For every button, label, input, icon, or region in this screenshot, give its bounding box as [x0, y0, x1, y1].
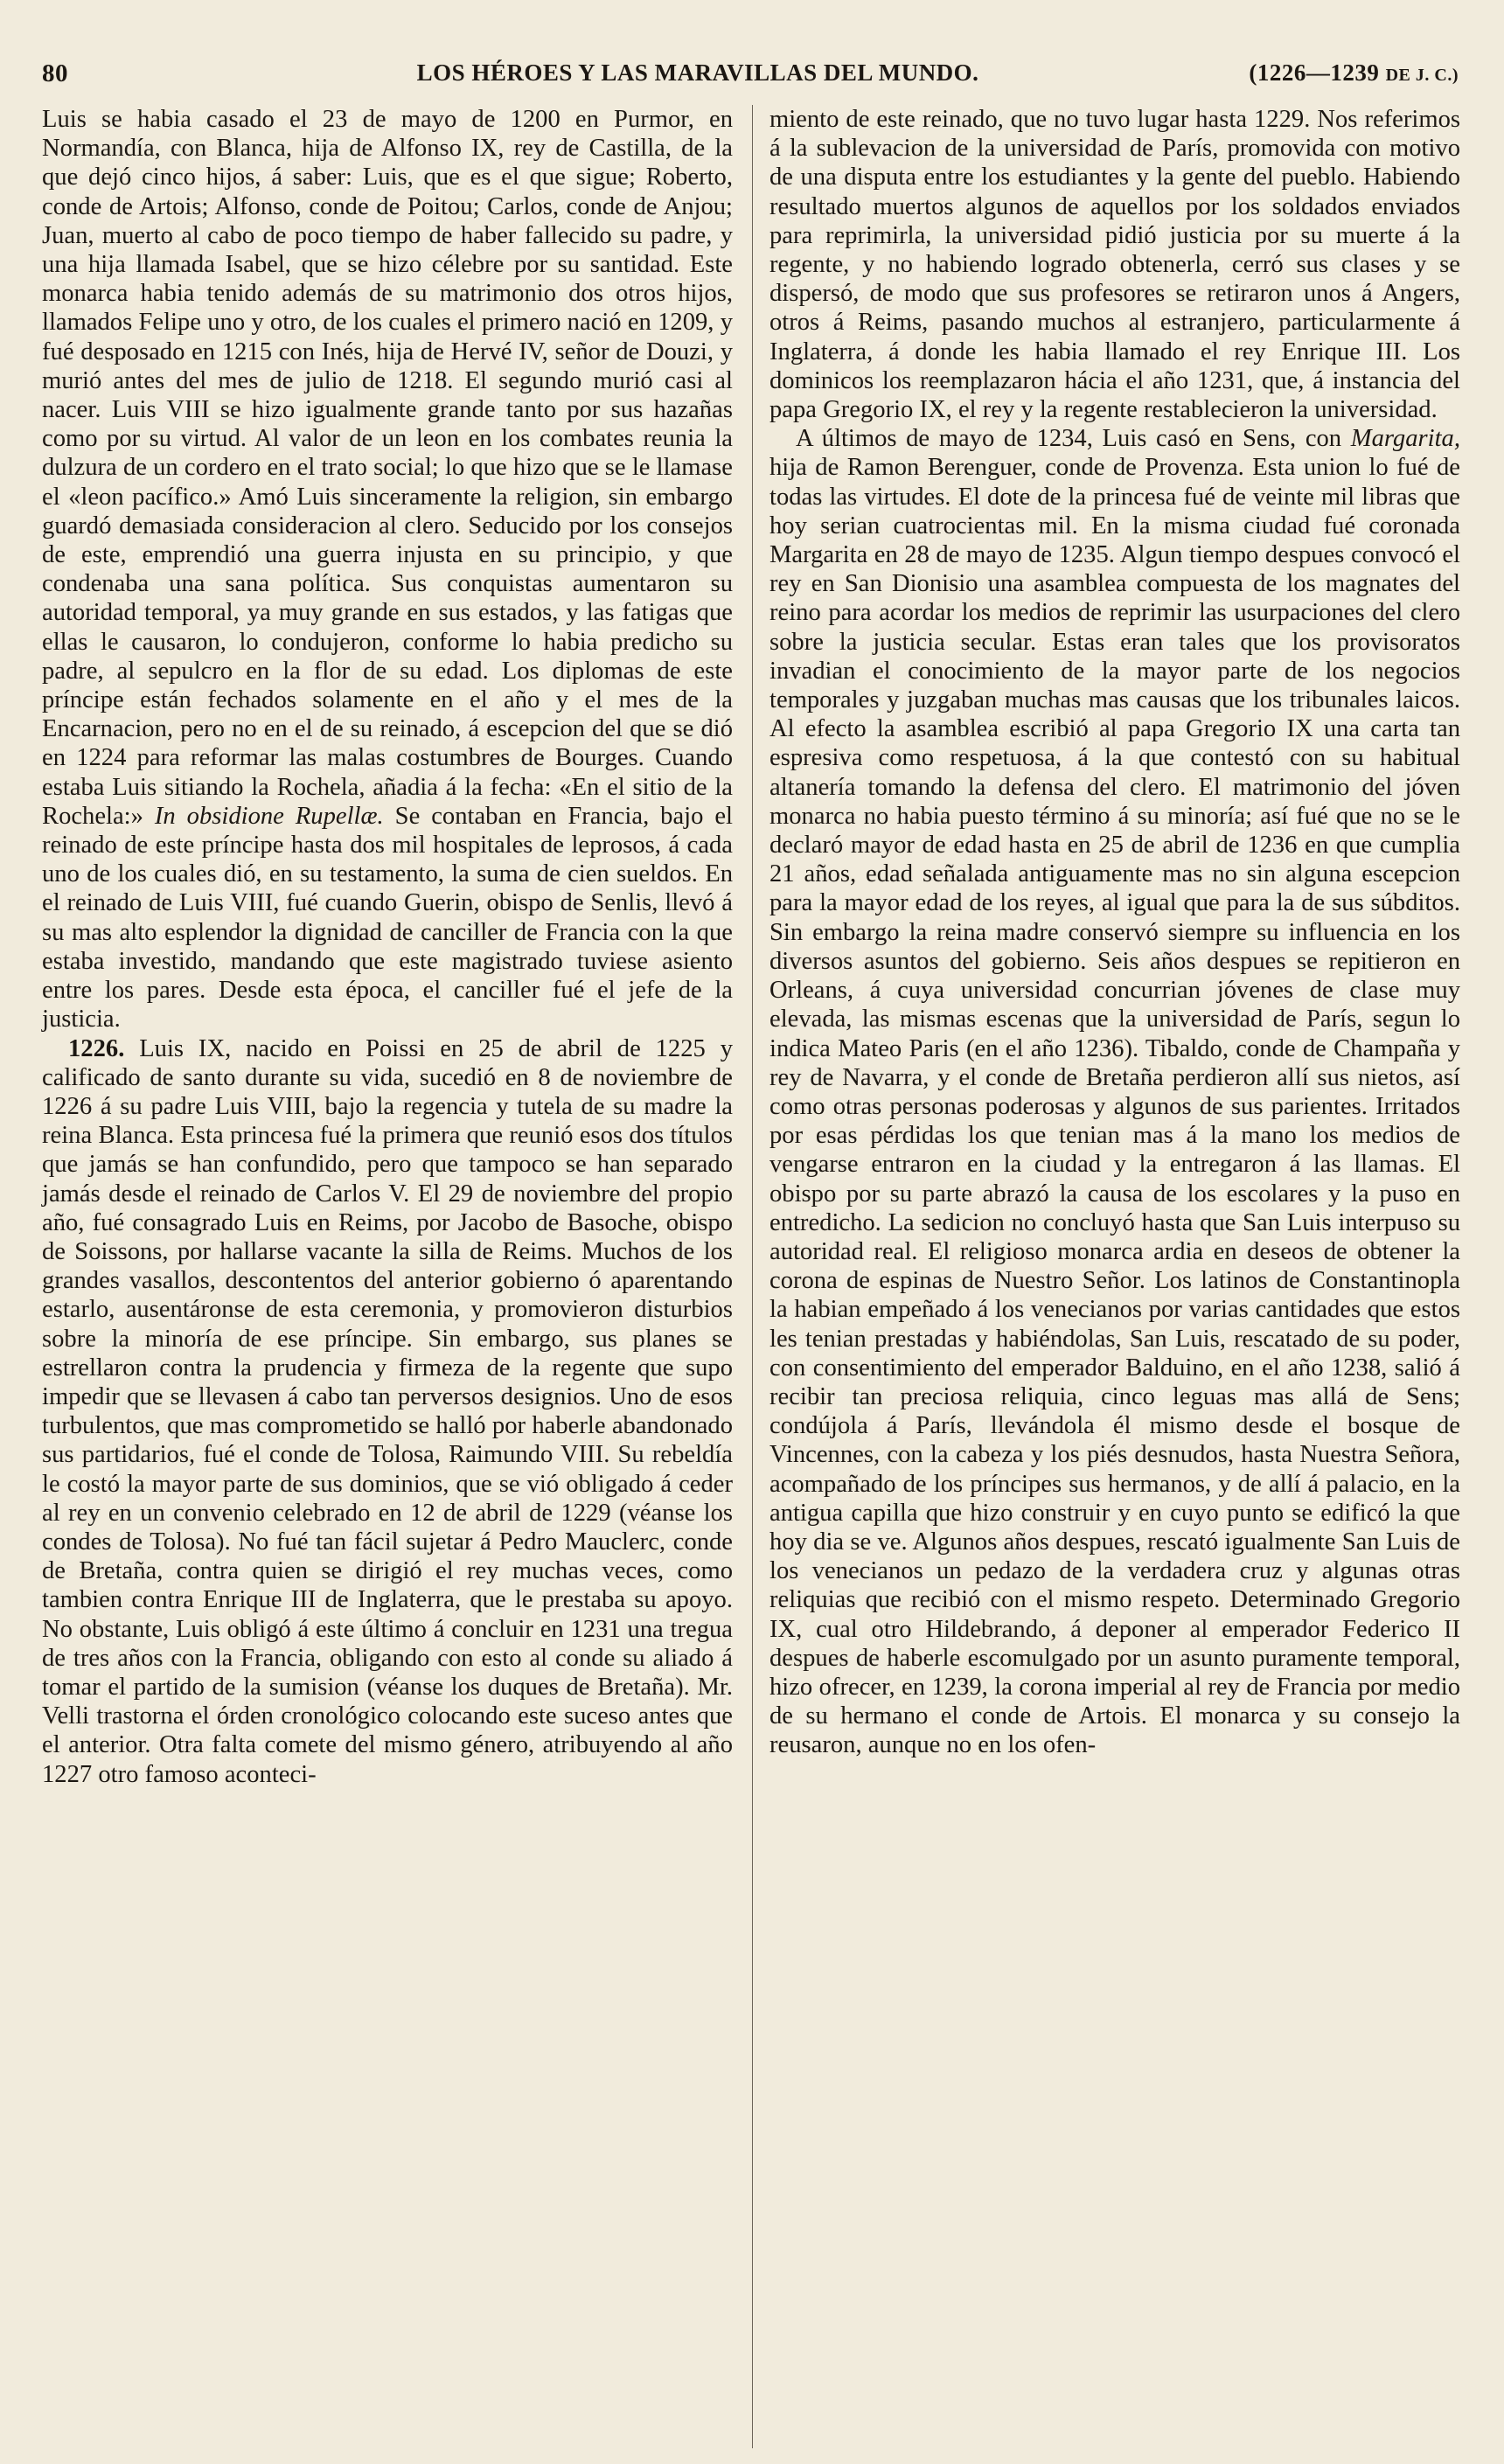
- date-range: [1249, 59, 1459, 87]
- latin-quote: In obsidione Rupellæ.: [154, 802, 384, 830]
- date-range-years: (1226—1239: [1249, 59, 1380, 86]
- date-range-suffix: DE J. C.): [1385, 66, 1459, 85]
- column-divider: [752, 105, 753, 2448]
- paragraph-text: A últimos de mayo de 1234, Luis casó en Sens, con: [796, 425, 1342, 453]
- paragraph: [769, 105, 1460, 424]
- paragraph-text: Se contaban en Francia, bajo el reinado de este príncipe hasta dos mil hospitales de leprosos, á cada uno de los cuales dió, en su testamento, la suma de cien sueldos. En el reinado de Luis VIII, fué cuando Guerin, obispo de Senlis, llevó á su mas alto esplendor la dignidad de canciller de Francia con la que estaba investido, mandando que este magistrado tuviese asiento entre los pares. Desde esta época, el canciller fué el jefe de la justicia.: [42, 802, 733, 1034]
- paragraph-text: hija de Ramon Berenguer, conde de Provenza. Esta union lo fué de todas las virtudes. El dote de la princesa fué de veinte mil libras que hoy serian cuatrocientas mil. En la misma ciudad fué coronada Margarita en 28 de mayo de 1235. Algun tiempo despues convocó el rey en San Dionisio una asamblea compuesta de los magnates del reino para acordar los medios de reprimir las usurpaciones del clero sobre la justicia secular. Estas eran tales que los provisoratos invadian el conocimiento de la mayor parte de los negocios temporales y juzgaban muchas mas causas que los tribunales laicos. Al efecto la asamblea escribió al papa Gregorio IX una carta tan espresiva como respetuosa, á la que contestó con su habitual altanería tomando la defensa del clero. El matrimonio del jóven monarca no habia puesto término á su minoría; así fué que no se le declaró mayor de edad hasta en 25 de abril de 1236 en que cumplia 21 años, edad señalada antiguamente mas no sin alguna escepcion para la mayor edad de los reyes, al igual que para la de sus súbditos. Sin embargo la reina madre conservó siempre su influencia en los diversos asuntos del gobierno. Seis años despues se repitieron en Orleans, á cuya universidad concurrian jóvenes de clase muy elevada, las mismas escenas que la universidad de París, segun lo indica Mateo Paris (en el año 1236). Tibaldo, conde de Champaña y rey de Navarra, y el conde de Bretaña perdieron allí sus nietos, así como otras personas poderosas y algunos de sus parientes. Irritados por esas pérdidas los que tenian mas á la mano los medios de vengarse entraron en la ciudad y la entregaron á las llamas. El obispo por su parte abrazó la causa de los escolares y la puso en entredicho. La sedicion no concluyó hasta que San Luis interpuso su autoridad real. El religioso monarca ardia en deseos de obtener la corona de espinas de Nuestro Señor. Los latinos de Constantinopla la habian empeñado á los venecianos por varias cantidades que estos les tenian prestadas y habiéndolas, San Luis, rescatado de su poder, con consentimiento del emperador Balduino, en el año 1238, salió á recibir tan preciosa reliquia, cinco leguas mas allá de Sens; condújola á París, llevándola él mismo desde el bosque de Vincennes, con la cabeza y los piés desnudos, hasta Nuestra Señora, acompañado de los príncipes sus hermanos, y de allí á palacio, en la antigua capilla que hizo construir y en cuyo punto se edificó la que hoy dia se ve. Algunos años despues, rescató igualmente San Luis de los venecianos un pedazo de la verdadera cruz y algunas otras reliquias que recibió con el mismo respeto. Determinado Gregorio IX, cual otro Hildebrando, á deponer al emperador Federico II despues de haberle escomulgado por un asunto puramente temporal, hizo ofrecer, en 1239, la corona imperial al rey de Francia por medio de su hermano el conde de Artois. El monarca y su consejo la reusaron, aunque no en los ofen-: [769, 454, 1460, 1759]
- text-columns: [42, 105, 1459, 2448]
- paragraph-text: Luis IX, nacido en Poissi en 25 de abril de 1225 y calificado de santo durante su vida, sucedió en 8 de noviembre de 1226 á su padre Luis VIII, bajo la regencia y tutela de su madre la reina Blanca. Esta princesa fué la primera que reunió esos dos títulos que jamás se han confundido, pero que tampoco se han separado jamás desde el reinado de Carlos V. El 29 de noviembre del propio año, fué consagrado Luis en Reims, por Jacobo de Basoche, obispo de Soissons, por hallarse vacante la silla de Reims. Muchos de los grandes vasallos, descontentos del anterior gobierno ó aparentando estarlo, ausentáronse de esta ceremonia, y promovieron disturbios sobre la minoría de ese príncipe. Sin embargo, sus planes se estrellaron contra la prudencia y firmeza de la regente que supo impedir que se llevasen á cabo tan perversos designios. Uno de esos turbulentos, que mas comprometido se halló por haberle abandonado sus partidarios, fué el conde de Tolosa, Raimundo VIII. Su rebeldía le costó la mayor parte de sus dominios, que se vió obligado á ceder al rey en un convenio celebrado en 12 de abril de 1229 (véanse los condes de Tolosa). No fué tan fácil sujetar á Pedro Mauclerc, conde de Bretaña, contra quien se dirigió el rey muchas veces, como tambien contra Enrique III de Inglaterra, que le prestaba su apoyo. No obstante, Luis obligó á este último á concluir en 1231 una tregua de tres años con la Francia, obligando con esto al conde su aliado á tomar el partido de la sumision (véanse los duques de Bretaña). Mr. Velli trastorna el órden cronológico colocando este suceso antes que el anterior. Otra falta comete del mismo género, atribuyendo al año 1227 otro famoso aconteci-: [42, 1034, 733, 1788]
- year-marker: 1226.: [68, 1034, 125, 1062]
- page-number: 80: [42, 59, 68, 87]
- name-italic: Margarita,: [1350, 425, 1460, 453]
- paragraph: [42, 105, 733, 1034]
- paragraph-text: miento de este reinado, que no tuvo lugar hasta 1229. Nos referimos á la sublevacion de la universidad de París, promovida con motivo de una disputa entre los estudiantes y la gente del pueblo. Habiendo resultado muertos algunos de aquellos por los soldados enviados para reprimirla, la universidad pidió justicia por su muerte á la regente, y no habiendo logrado obtenerla, cerró sus clases y se dispersó, de modo que sus profesores se retiraron unos á Angers, otros á Reims, pasando muchos al estranjero, particularmente á Inglaterra, á donde les habia llamado el rey Enrique III. Los dominicos los reemplazaron hácia el año 1231, que, á instancia del papa Gregorio IX, el rey y la regente restablecieron la universidad.: [769, 106, 1460, 424]
- paragraph: [769, 424, 1460, 1759]
- paragraph-text: Luis se habia casado el 23 de mayo de 1200 en Purmor, en Normandía, con Blanca, hija de Alfonso IX, rey de Castilla, de la que dejó cinco hijos, á saber: Luis, que es el que sigue; Roberto, conde de Artois; Alfonso, conde de Poitou; Carlos, conde de Anjou; Juan, muerto al cabo de poco tiempo de haber fallecido su padre, y una hija llamada Isabel, que se hizo célebre por su santidad. Este monarca habia tenido además de su matrimonio dos otros hijos, llamados Felipe uno y otro, de los cuales el primero nació en 1209, y fué desposado en 1215 con Inés, hija de Hervé IV, señor de Douzi, y murió antes del mes de julio de 1218. El segundo murió casi al nacer. Luis VIII se hizo igualmente grande tanto por sus hazañas como por su virtud. Al valor de un leon en los combates reunia la dulzura de un cordero en el trato social; lo que hizo que se le llamase el «leon pacífico.» Amó Luis sinceramente la religion, sin embargo guardó demasiada consideracion al clero. Seducido por los consejos de este, emprendió una guerra injusta en su principio, y que condenaba una sana política. Sus conquistas aumentaron su autoridad temporal, ya muy grande en sus estados, y las fatigas que ellas le causaron, lo condujeron, conforme lo habia predicho su padre, al sepulcro en la flor de su edad. Los diplomas de este príncipe están fechados solamente en el año y el mes de la Encarnacion, pero no en el de su reinado, á escepcion del que se dió en 1224 para reformar las malas costumbres de Bourges. Cuando estaba Luis sitiando la Rochela, añadia á la fecha: «En el sitio de la Rochela:»: [42, 106, 733, 830]
- running-header: [42, 52, 1459, 98]
- book-page: [42, 52, 1459, 2448]
- book-title: LOS HÉROES Y LAS MARAVILLAS DEL MUNDO.: [416, 59, 979, 86]
- right-column: [769, 105, 1460, 1760]
- left-column: [42, 105, 733, 1789]
- paragraph: [42, 1034, 733, 1789]
